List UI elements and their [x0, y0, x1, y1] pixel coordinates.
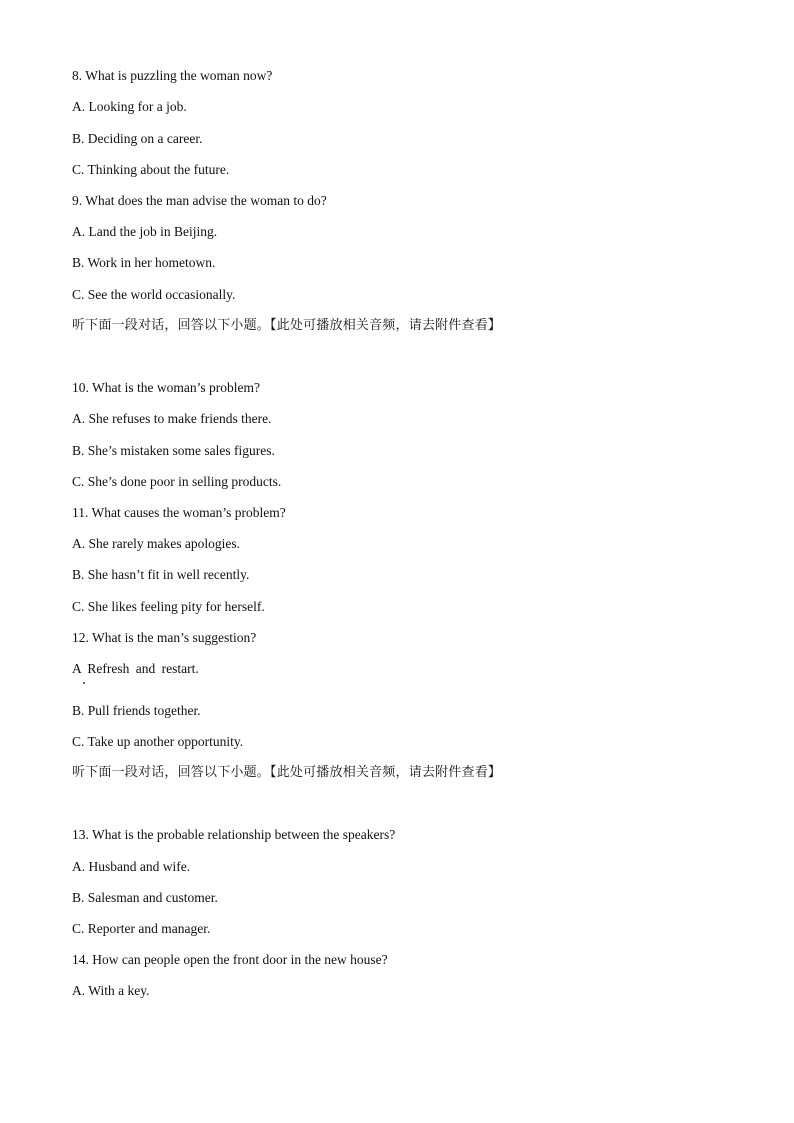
- option-13a: A. Husband and wife.: [72, 859, 191, 874]
- option-9a: A. Land the job in Beijing.: [72, 224, 218, 239]
- question-10: 10. What is the woman’s problem?: [72, 380, 260, 395]
- option-10b: B. She’s mistaken some sales figures.: [72, 443, 275, 458]
- question-8: 8. What is puzzling the woman now?: [72, 68, 273, 83]
- section-instruction-2: 听下面一段对话，回答以下小题。【此处可播放相关音频，请去附件查看】: [72, 765, 502, 780]
- option-12c: C. Take up another opportunity.: [72, 734, 244, 749]
- option-14a: A. With a key.: [72, 983, 150, 998]
- question-12: 12. What is the man’s suggestion?: [72, 630, 257, 645]
- option-10c: C. She’s done poor in selling products.: [72, 474, 282, 489]
- option-10a: A. She refuses to make friends there.: [72, 411, 272, 426]
- option-8c: C. Thinking about the future.: [72, 162, 230, 177]
- option-12b: B. Pull friends together.: [72, 703, 201, 718]
- option-9b: B. Work in her hometown.: [72, 255, 216, 270]
- stray-dot-mark: [83, 682, 85, 684]
- question-9: 9. What does the man advise the woman to do?: [72, 193, 327, 208]
- option-11b: B. She hasn’t fit in well recently.: [72, 567, 250, 582]
- option-8a: A. Looking for a job.: [72, 99, 187, 114]
- option-11c: C. She likes feeling pity for herself.: [72, 599, 265, 614]
- option-12a: A Refresh and restart.: [72, 661, 199, 676]
- question-13: 13. What is the probable relationship between the speakers?: [72, 827, 396, 842]
- option-13c: C. Reporter and manager.: [72, 921, 211, 936]
- option-9c: C. See the world occasionally.: [72, 287, 236, 302]
- question-11: 11. What causes the woman’s problem?: [72, 505, 286, 520]
- option-11a: A. She rarely makes apologies.: [72, 536, 240, 551]
- section-instruction-1: 听下面一段对话，回答以下小题。【此处可播放相关音频，请去附件查看】: [72, 318, 502, 333]
- option-8b: B. Deciding on a career.: [72, 131, 203, 146]
- option-13b: B. Salesman and customer.: [72, 890, 218, 905]
- question-14: 14. How can people open the front door in the new house?: [72, 952, 388, 967]
